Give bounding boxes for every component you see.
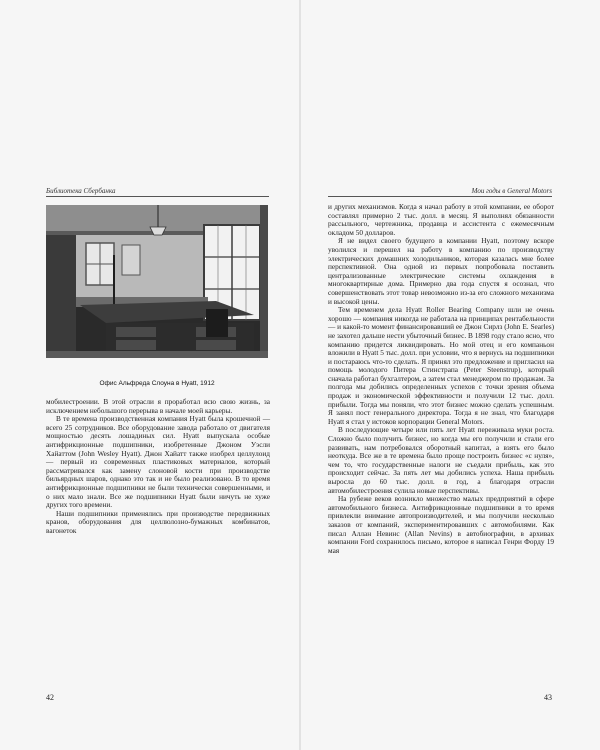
left-body-text bbox=[46, 398, 270, 536]
right-running-head: Мои годы в General Motors bbox=[471, 187, 552, 195]
right-body-text bbox=[328, 203, 554, 555]
office-photo-illustration bbox=[46, 205, 268, 358]
left-page bbox=[0, 0, 299, 750]
right-header-rule bbox=[328, 196, 552, 197]
figure-caption: Офис Альфреда Слоуна в Hyatt, 1912 bbox=[99, 380, 215, 387]
paragraph: В последующие четыре или пять лет Hyatt переживала муки роста. Сложно было получить бизнес, но когда мы его получили и стали его развивать, нам потребовался оборотный капитал, а взять его было неоткуда. Все же в те времена было проще построить бизнес «с нуля», чем то, что государственные налоги не съедали прибыль, как это происходит сейчас. За пять лет мы добились успеха. Наша прибыль выросла до 60 тыс. долл. в год, а благодаря отрасли автомобилестроения сулила новые перспективы. bbox=[328, 425, 554, 495]
paragraph: На рубеже веков возникло множество малых предприятий в сфере автомобильного бизнеса. Антифрикционные подшипники в то время привлекли внимание автопроизводителей, и мы получили несколько заказов от компаний, экспериментировавших с автомобилями. Как писал Аллан Невинс (Allan Nevins) в автобиографии, в архивах компании Ford сохранилось письмо, которое я написал Генри Форду 19 мая bbox=[328, 494, 554, 555]
left-running-head: Библиотека Сбербанка bbox=[46, 187, 116, 195]
paragraph: Я не видел своего будущего в компании Hyatt, поэтому вскоре уволился и перешел на работу в компанию по производству электрических домашних холодильников, которая казалась мне более перспективной. Она одной из первых попробовала поставить централизованные электрические системы охлаждения в многоквартирные дома. Примерно два года спустя я осознал, что совершенствовать этот товар невозможно из-за его сложного механизма и высокой цены. bbox=[328, 236, 554, 306]
paragraph: Наши подшипники применялись при производстве передвижных кранов, оборудования для целлюлозно-бумажных комбинатов, вагонеток bbox=[46, 508, 270, 535]
left-page-number: 42 bbox=[46, 693, 54, 702]
right-page-number: 43 bbox=[544, 693, 552, 702]
paragraph: мобилестроении. В этой отрасли я проработал всю свою жизнь, за исключением небольшого перерыва в начале моей карьеры. bbox=[46, 397, 270, 415]
paragraph: и других механизмов. Когда я начал работу в этой компании, ее оборот составлял примерно 2 тыс. долл. в месяц. Я выполнял обязанности рассыльного, чертежника, продавца и ассистента с ежемесячным окладом 50 долларов. bbox=[328, 202, 554, 237]
paragraph: В те времена производственная компания Hyatt была крошечной — всего 25 сотрудников. Все оборудование завода работало от двигателя мощностью десять лошадиных сил. Hyatt выпускала особые антифрикционные подшипники, изобретенные Джоном Уэсли Хайаттом (John Wesley Hyatt). Джон Хайатт также изобрел целлулоид — первый из современных пластиковых материалов, который рассматривался как замену слоновой кости при производстве бильярдных шаров, однако это так и не было реализовано. В то время антифрикционные подшипники не были технически совершенными, и о них мало знали. Все же подшипники Hyatt были ничуть не хуже других того времени. bbox=[46, 414, 270, 510]
paragraph: Тем временем дела Hyatt Roller Bearing Company шли не очень хорошо — компания никогда не работала на принципах рентабельности — и какой-то момент финансировавший ее Джон Сирлз (John E. Searles) не захотел дальше нести убыточный бизнес. В 1898 году стало ясно, что компанию придется ликвидировать. Но мой отец и его компаньон вложили в Hyatt 5 тыс. долл. при условии, что я вернусь на подшипники и постараюсь что-то сделать. Я принял это предложение и пригласил на помощь молодого Питера Стинстрапа (Peter Steenstrup), который сначала работал бухгалтером, а затем стал менеджером по продажам. За полгода мы добились определенных успехов с точки зрения объема продаж и экономической эффективности и получили 12 тыс. долл. прибыли. Тогда мы поняли, что этот бизнес можно сделать успешным. Я занял пост генерального директора. Тогда я не знал, что благодаря Hyatt я стал у истоков корпорации General Motors. bbox=[328, 305, 554, 426]
office-photo bbox=[46, 205, 268, 358]
left-header-rule bbox=[46, 196, 269, 197]
book-spine bbox=[299, 0, 301, 750]
